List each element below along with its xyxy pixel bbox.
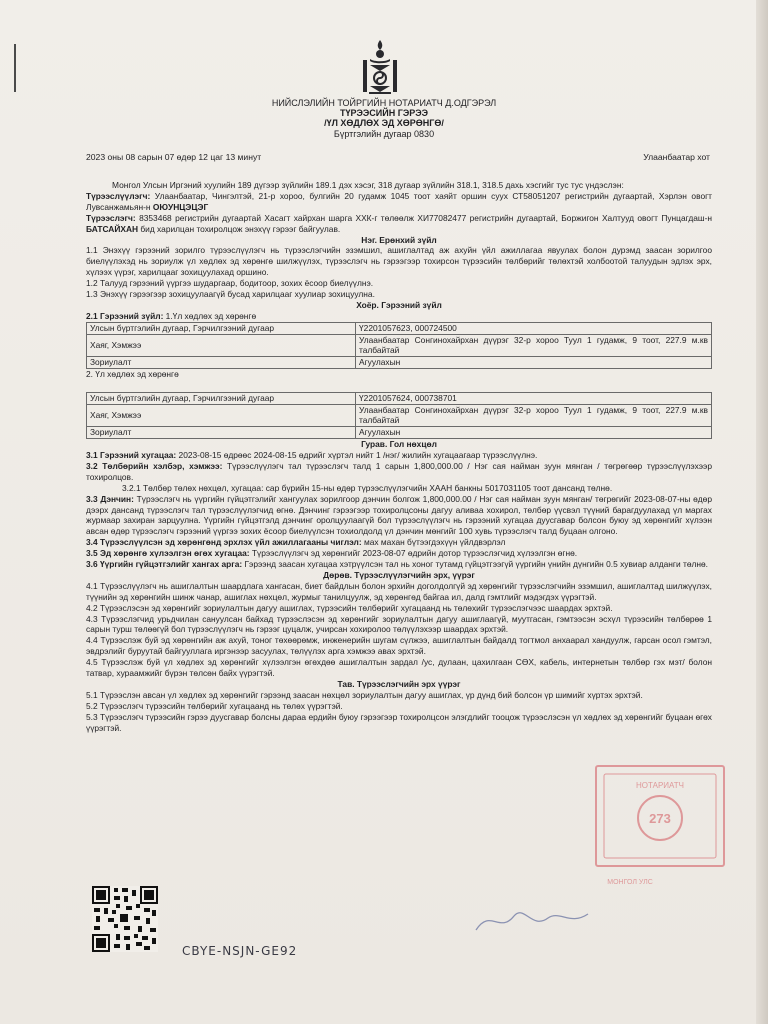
qr-code-icon xyxy=(92,886,158,952)
clause-3-3 xyxy=(86,494,712,538)
notary-title: НИЙСЛЭЛИЙН ТОЙРГИЙН НОТАРИАТЧ Д.ОДГЭРЭЛ xyxy=(271,98,497,108)
table-cell-value: Ү2201057623, 000724500 xyxy=(356,322,712,334)
table-cell-label: Зориулалт xyxy=(87,427,356,439)
section-3-title: Гурав. Гол нөхцөл xyxy=(361,439,437,450)
stamp-number: 273 xyxy=(649,811,671,826)
lessee-paragraph xyxy=(86,213,712,235)
notary-stamp xyxy=(590,760,730,890)
clause-3-1-text: 2023-08-15 өдрөөс 2024-08-15 өдрийг хүртэл нийт 1 /нэг/ жилийн хугацаагаар түрээслүүлнэ. xyxy=(176,449,538,460)
margin-mark xyxy=(14,44,16,92)
intro-paragraph: Монгол Улсын Иргэний хуулийн 189 дүгээр зүйлийн 189.1 дэх хэсэг, 318 дугаар зүйлийн 318.1, 318.5 дахь хэсгийг тус тус үндэслэн: xyxy=(112,180,624,190)
table-cell-label: Хаяг, Хэмжээ xyxy=(87,334,356,357)
table-cell-label: Улсын бүртгэлийн дугаар, Гэрчилгээний дугаар xyxy=(87,392,356,404)
property-table-2 xyxy=(86,392,712,439)
table-cell-value: Агуулахын xyxy=(356,357,712,369)
clause-5-1: 5.1 Түрээслэн авсан үл хөдлөх эд хөрөнгийг гэрээнд заасан нөхцөл зориулалтын дагуу ашиглах, үр дүнд бий болсон үр шимийг хүртэх эрхтэй. xyxy=(86,689,643,700)
table-row xyxy=(87,334,712,357)
clause-3-2-label: 3.2 Төлбөрийн хэлбэр, хэмжээ: xyxy=(86,460,223,471)
clause-3-5 xyxy=(86,548,712,559)
table-row xyxy=(87,404,712,427)
table-cell-value: Улаанбаатар Сонгинохайрхан дүүрэг 32-р хороо Туул 1 гудамж, 9 тоот, 227.9 м.кв талбайтай xyxy=(356,404,712,427)
lessee-text: 8353468 регистрийн дугаартай Хасагт хайрхан шарга ХХК-г төлөөлж ХИ77082477 регистрийн дугаартай, Боржигон Халтууд овогт Пунцагдаш-н xyxy=(135,212,712,223)
clause-3-2-text: Түрээслүүлэгч тал түрээслэгч талд 1 сарын 1,800,000.00 / Нэг сая найман зуун мянган / төгрөгөөр түрээслүүлэхээр тохиролцов. xyxy=(86,460,712,482)
document-title: ТҮРЭЭСИЙН ГЭРЭЭ xyxy=(339,108,429,118)
property-2-heading: 2. Үл хөдлөх эд хөрөнгө xyxy=(86,368,179,379)
clause-4-5: 4.5 Түрээслэж буй үл хөдлөх эд хөрөнгийг хүлээлгэн өгөхдөө ашиглалтын зардал /ус, дулаан, цахилгаан СӨХ, кабель, интернетын төлбөр гэх мэт/ болон татвар, хураамжийг бүрэн төлсөн байх үүрэгтэй. xyxy=(86,657,712,679)
contract-city: Улаанбаатар хот xyxy=(643,152,710,162)
table-cell-label: Улсын бүртгэлийн дугаар, Гэрчилгээний дугаар xyxy=(87,322,356,334)
clause-1-2: 1.2 Талууд гэрээний үүргээ шударгаар, бодитоор, зохих ёсоор биелүүлнэ. xyxy=(86,278,374,289)
clause-4-1: 4.1 Түрээслүүлэгч нь ашиглалтын шаардлага хангасан, биет байдлын болон эрхийн доголдолгүй эд хөрөнгийг түрээслэгчийн эзэмшил, ашиглалтад шилжүүлэх, түүнийн эд хөрөнгийн шинж чанар, ашиглах нөхцөл, журмыг танилцуулж, эд хөрөнгөд байгаа ил, далд гэмтлийг мэдэгдэх үүрэгтэй. xyxy=(86,580,712,602)
clause-3-2 xyxy=(86,461,712,483)
clause-3-6-label: 3.6 Үүргийн гүйцэтгэлийг хангах арга: xyxy=(86,559,243,570)
clause-2-1 xyxy=(86,311,712,322)
clause-3-3-label: 3.3 Дэнчин: xyxy=(86,493,134,504)
lessor-text: Улаанбаатар, Чингэлтэй, 21-р хороо, булгийн 20 гудамж 1045 тоот хаяйт оршин суух СТ58051207 регистрийн дугаартай, Хэрлэн овогт Лувсанжамьян-н xyxy=(86,190,712,212)
table-cell-label: Хаяг, Хэмжээ xyxy=(87,404,356,427)
clause-1-3: 1.3 Энэхүү гэрээгээр зохицуулаагүй бусад харилцааг хуулиар зохицуулна. xyxy=(86,289,375,300)
document-subtitle: /ҮЛ ХӨДЛӨХ ЭД ХӨРӨНГӨ/ xyxy=(324,118,444,128)
clause-4-3: 4.3 Түрээслэгчид урьдчилан сануулсан байхад түрээслэсэн эд хөрөнгийг зориулалтын дагуу ашиглаагүй, муутгасан, гэмтээсэн эсхүл түрээсийн төлбөрөө 1 сарын турш төлөөгүй бол түрээслүүлэгч нь гэрээг цуцалж, учирсан хохиролоо төлүүлэхээр шаардах эрхтэй. xyxy=(86,613,712,635)
property-table-1 xyxy=(86,322,712,369)
clause-3-3-text: Түрээслэгч нь үүргийн гүйцэтгэлийг хангуулах зорилгоор дэнчин болгож 1,800,000.00 / Нэг сая найман зуун мянган/ төгрөгийг 2023-08-07-ны өдөр дээрх дансанд түрээслэгч тал түрээслүүлэгчид өгнө. Дэнчинг гэрээгээр тохиролцсоны дагуу аливаа хохирол, төлбөр үүсвэл түүний барагдуулахад үл маргах журмаар захиран зарцуулна. Үүргийн гүйцэтгэлд дэнчинг оролцуулаагүй бол түрээслүүлэгч нь гэрээний хугацаа дуусгавар болсон буюу эд хөрөнгийг хүлээн авсан өдөр түрээслэгч гэрээний үүргээ зохих ёсоор биелүүлсэн тохиолдолд үл дэнчин мөнгийг 100 хувь түрээслэгч талд буцаан олгоно. xyxy=(86,493,712,537)
lessor-paragraph xyxy=(86,191,712,213)
table-row xyxy=(87,427,712,439)
lessor-name: ОЮУНЦЭЦЭГ xyxy=(152,201,209,212)
stamp-text-top: НОТАРИАТЧ xyxy=(636,781,684,790)
table-cell-label: Зориулалт xyxy=(87,357,356,369)
clause-3-4-text: мах махан бүтээгдэхүүн үйлдвэрлэл xyxy=(361,537,506,548)
clause-5-3: 5.3 Түрээслэгч түрээсийн гэрээ дуусгавар болсны дараа ердийн буюу гэрээгээр тохиролцсон элэгдлийг тооцож түрээслэсэн үл хөдлөх эд хөрөнгийг буцаан өгөх үүрэгтэй. xyxy=(86,711,712,733)
section-5-title: Тав. Түрээслэгчийн эрх үүрэг xyxy=(337,679,461,689)
stamp-text-bottom: МОНГОЛ УЛС xyxy=(607,879,653,886)
lessee-tail: бид харилцан тохиролцож энэхүү гэрээг байгуулав. xyxy=(138,223,341,234)
contract-date: 2023 оны 08 сарын 07 өдөр 12 цаг 13 минут xyxy=(86,152,262,162)
clause-2-1-text: 1.Үл хөдлөх эд хөрөнгө xyxy=(163,310,257,321)
clause-3-6 xyxy=(86,559,712,570)
lessee-name: БАТСАЙХАН xyxy=(86,223,139,234)
clause-4-2: 4.2 Түрээслэсэн эд хөрөнгийг зориулалтын дагуу ашиглах, түрээсийн төлбөрийг хугацаанд нь төлөхийг түрээслэгчээс шаардах эрхтэй. xyxy=(86,602,613,613)
table-row xyxy=(87,322,712,334)
clause-1-1: 1.1 Энэхүү гэрээний зорилго түрээслүүлэгч нь түрээслэгчийн эзэмшил, ашиглалтад аж ахуйн үйл ажиллагаа явуулах болон дурэмд заасан зорилгоо биелүүлэхэд нь зориулж үл хөдлөх эд хөрөнгө шилжүүлэх, түрээслэгч нь гэрээгээр тохирсон түрээсийн төлбөрийг төлөхтэй холбоотой талуудын эдлэх эрх, хүлээх үүрэг, харилцааг зохицуулахад оршино. xyxy=(86,245,712,278)
registration-number: Бүртгэлийн дугаар 0830 xyxy=(333,129,435,139)
table-cell-value: Агуулахын xyxy=(356,427,712,439)
table-cell-value: Ү2201057624, 000738701 xyxy=(356,392,712,404)
clause-3-2-1: 3.2.1 Төлбөр төлөх нөхцөл, хугацаа: сар бүрийн 15-ны өдөр түрээслүүлэгчийн ХААН банкны 5017031105 тоот дансанд төлнө. xyxy=(122,482,613,493)
clause-3-6-text: Гэрээнд заасан хугацаа хэтрүүлсэн тал нь хоног тутамд гүйцэтгээгүй үүргийн үнийн дүнгийн 0.5 хувиар алданги төлнө. xyxy=(242,559,708,570)
clause-3-1 xyxy=(86,450,712,461)
section-4-title: Дөрөв. Түрээслүүлэгчийн эрх, үүрэг xyxy=(323,569,475,580)
page-edge-shadow xyxy=(756,0,768,1024)
lessee-label: Түрээслэгч: xyxy=(86,212,136,223)
verification-code: CBYE-NSJN-GE92 xyxy=(182,944,298,958)
table-row xyxy=(87,357,712,369)
clause-3-4 xyxy=(86,537,712,548)
section-1-title: Нэг. Ерөнхий зүйл xyxy=(361,234,437,245)
clause-3-5-label: 3.5 Эд хөрөнгө хүлээлгэн өгөх хугацаа: xyxy=(86,548,250,559)
lessor-label: Түрээслүүлэгч: xyxy=(86,190,151,201)
clause-3-4-label: 3.4 Түрээслүүлсэн эд хөрөнгөнд эрхлэх үйл ажиллагааны чиглэл: xyxy=(86,537,362,548)
table-cell-value: Улаанбаатар Сонгинохайрхан дүүрэг 32-р хороо Туул 1 гудамж, 9 тоот, 227.9 м.кв талбайтай xyxy=(356,334,712,357)
table-row xyxy=(87,392,712,404)
clause-5-2: 5.2 Түрээслэгч түрээсийн төлбөрийг хугацаанд нь төлөх үүрэгтэй. xyxy=(86,700,343,711)
clause-3-1-label: 3.1 Гэрээний хугацаа: xyxy=(86,449,177,460)
signature-scribble xyxy=(470,900,610,940)
soyombo-emblem-icon xyxy=(356,38,404,96)
clause-4-4: 4.4 Түрээслэж буй эд хөрөнгийн аж ахуй, тоног төхөөрөмж, инженерийн шугам сүлжээ, ашиглалтын байдалд тогтмол анхаарал хандуулж, гарсан осол гэмтэл, эвдрэлийг буруутай байгууллага иргэнээр засуулах, төлүүлэх арга хэмжээ авах эрхтэй. xyxy=(86,635,712,657)
clause-3-5-text: Түрээслүүлэгч эд хөрөнгийг 2023-08-07 өдрийн дотор түрээслэгчид хүлээлгэн өгнө. xyxy=(249,548,578,559)
contract-body-upper xyxy=(86,180,712,734)
clause-2-1-label: 2.1 Гэрээний зүйл: xyxy=(86,310,164,321)
section-2-title: Хоёр. Гэрээний зүйл xyxy=(356,299,442,310)
